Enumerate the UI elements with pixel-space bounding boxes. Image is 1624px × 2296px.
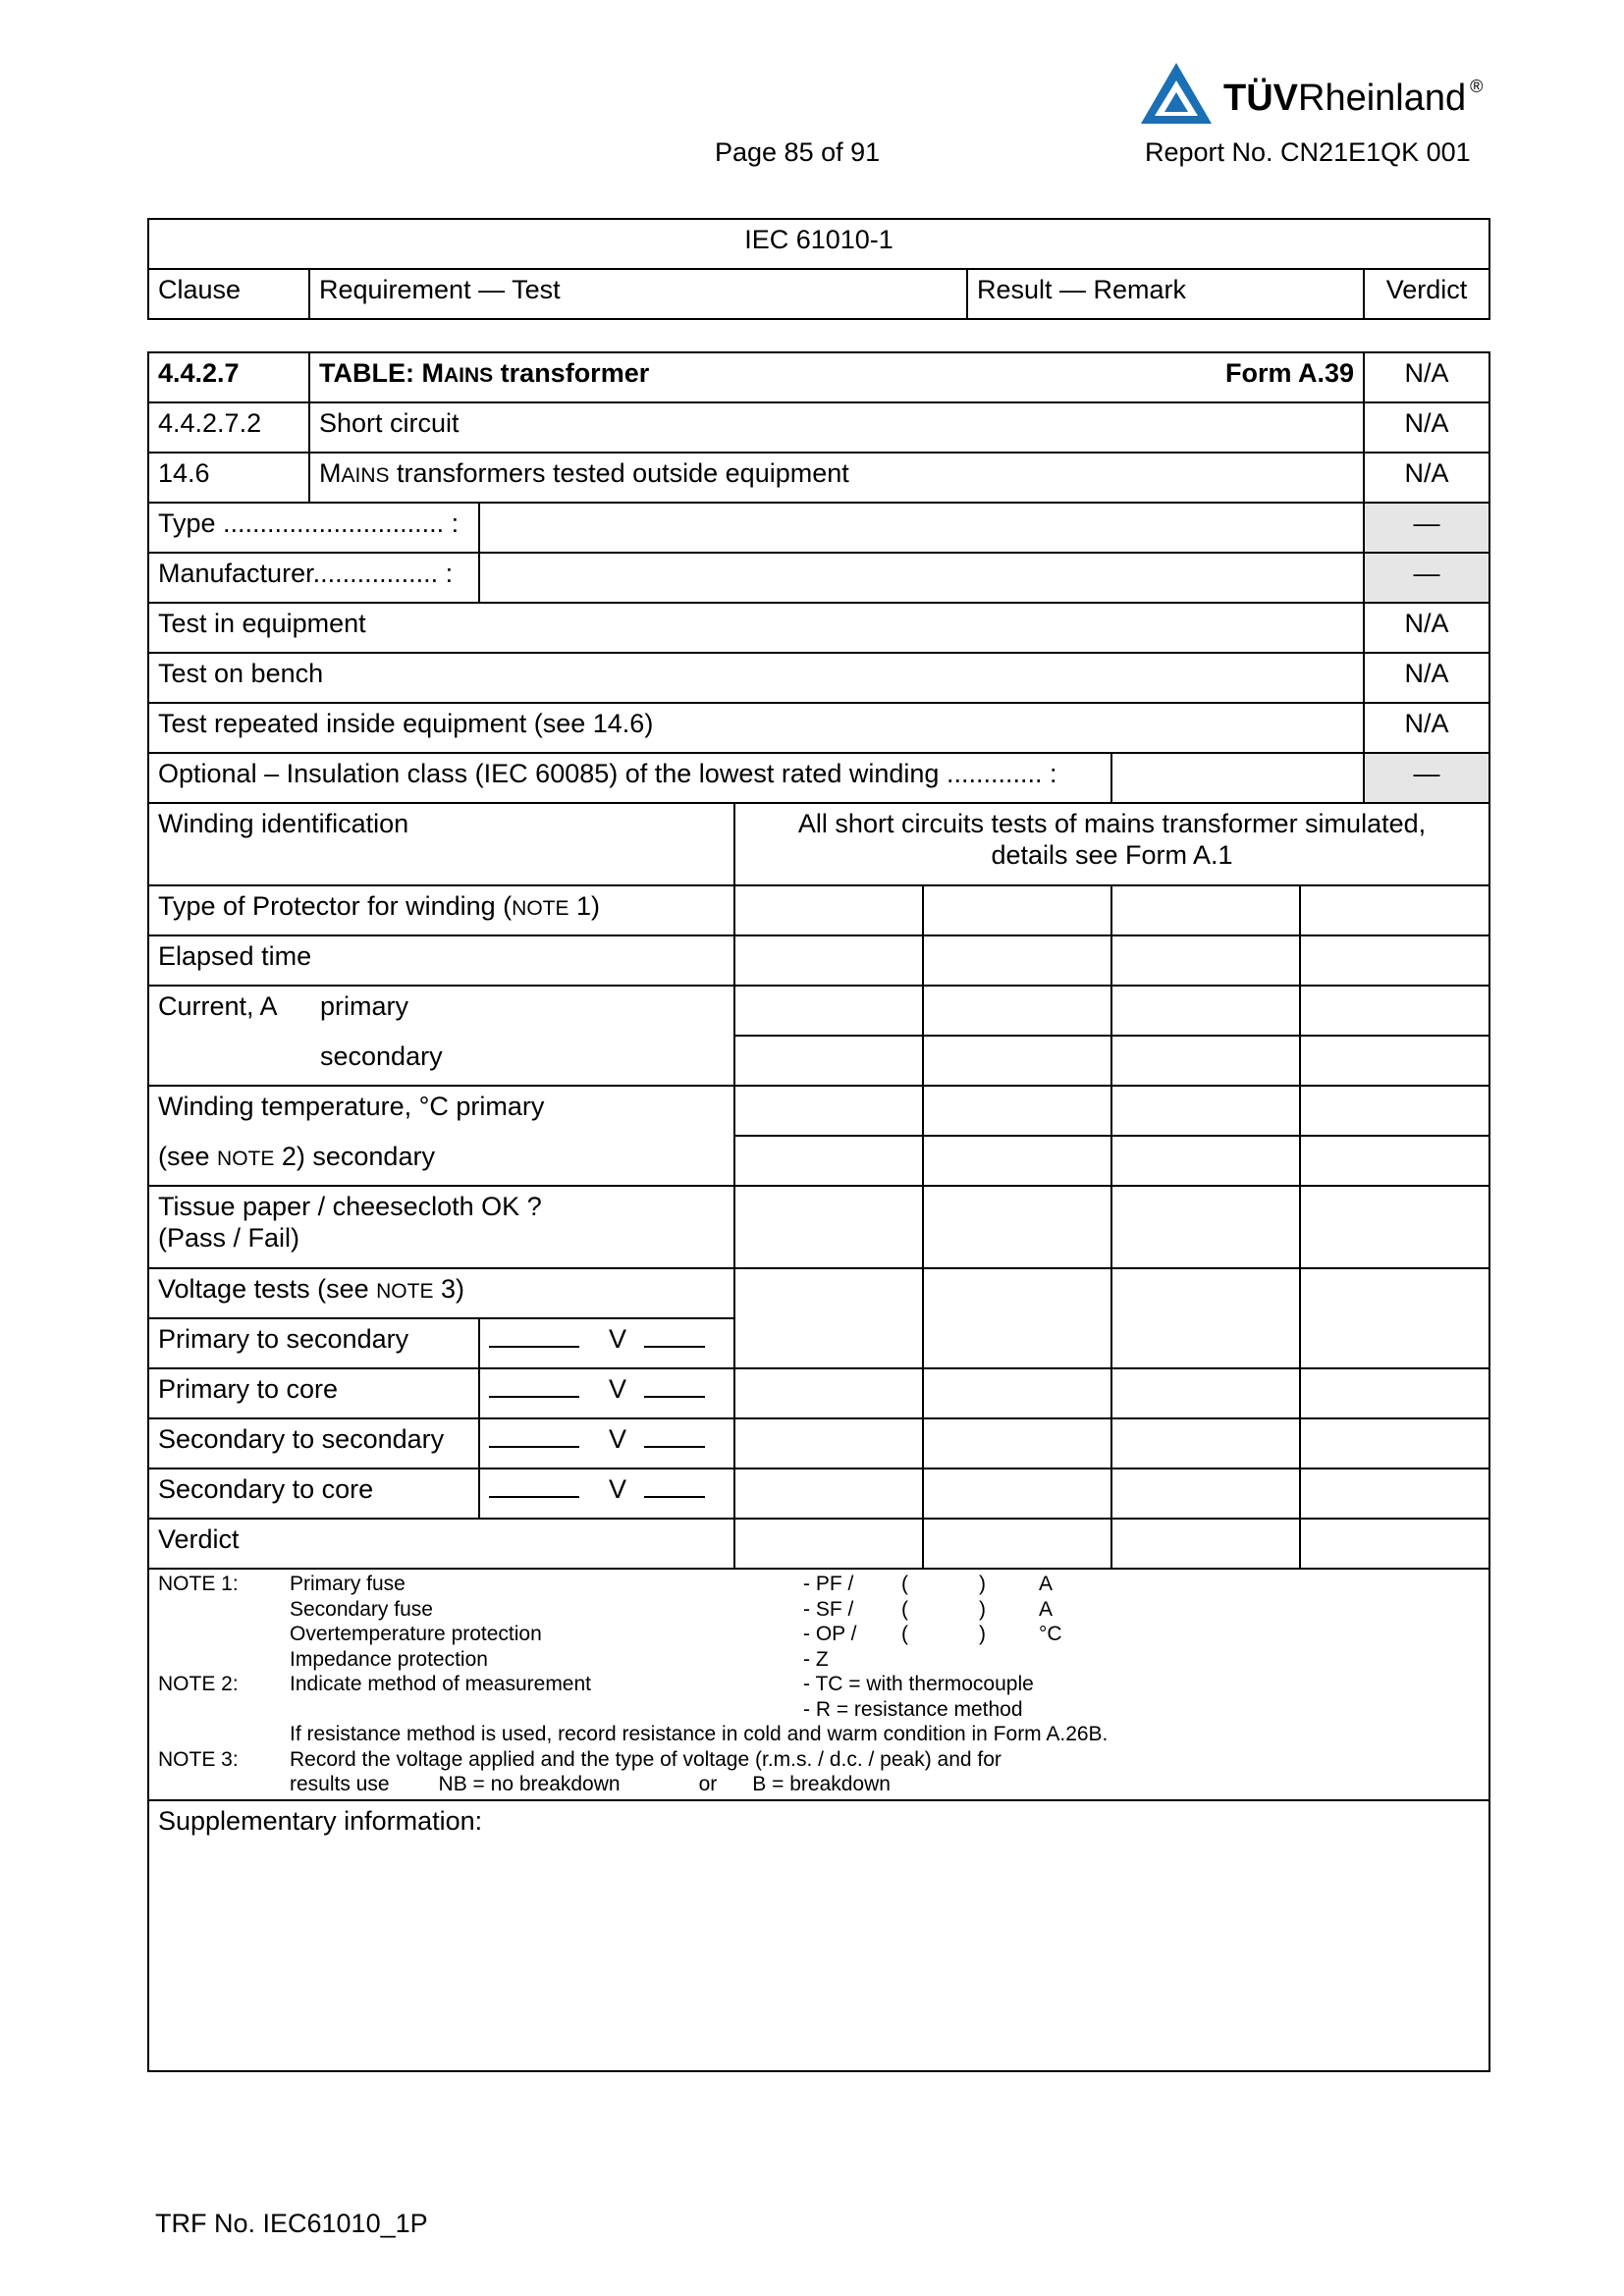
test-in-equipment-verdict: N/A (1364, 603, 1489, 653)
standard-title: IEC 61010-1 (148, 219, 1489, 269)
voltage-cell[interactable] (1111, 1268, 1300, 1368)
voltage-cell[interactable] (734, 1368, 923, 1418)
elapsed-cell[interactable] (1111, 935, 1300, 986)
test-in-equipment: Test in equipment (148, 603, 1364, 653)
verdict-cell[interactable] (1300, 1519, 1489, 1569)
row-text: Short circuit (309, 402, 1364, 453)
voltage-test-label: Primary to core (148, 1368, 479, 1418)
voltage-cell[interactable] (1111, 1468, 1300, 1519)
insulation-class-verdict: — (1364, 753, 1489, 803)
voltage-cell[interactable] (1111, 1368, 1300, 1418)
temperature-primary-cell[interactable] (734, 1086, 923, 1136)
verdict-label: Verdict (148, 1519, 734, 1569)
protector-cell[interactable] (1111, 885, 1300, 935)
tissue-paper-cell[interactable] (1300, 1186, 1489, 1268)
insulation-class-label: Optional – Insulation class (IEC 60085) of the lowest rated winding ............. : (148, 753, 1111, 803)
col-verdict: Verdict (1364, 269, 1489, 319)
elapsed-cell[interactable] (1300, 935, 1489, 986)
row-clause: 14.6 (148, 453, 309, 503)
temperature-primary-cell[interactable] (1111, 1086, 1300, 1136)
table-row (148, 453, 1489, 503)
voltage-test-value[interactable]: V (479, 1368, 734, 1418)
voltage-test-value[interactable]: V (479, 1318, 734, 1368)
notes-block: NOTE 1: Primary fuse - PF / ( ) A Secondary fuse - SF / ( ) A Overtemperature protection - OP / ( ) °C Impedance protection - Z NOTE 2: Indicate method of measurement - TC = with thermocouple - R = resistance method If resistance method is used, record resistance in cold and warm condition in Form A.26B. NOTE 3: Record the voltage applied and the type of voltage (r.m.s. / d.c. / peak) and for results use NB = no breakdown or B = breakdown (148, 1569, 1489, 1800)
tissue-paper-cell[interactable] (1111, 1186, 1300, 1268)
voltage-tests-label: Voltage tests (see NOTE 3) (148, 1268, 734, 1318)
brand-name: TÜVRheinland ® (1223, 77, 1484, 119)
table-title-cell (309, 352, 1364, 402)
test-repeated-verdict: N/A (1364, 703, 1489, 753)
triangle-logo-icon (1137, 59, 1216, 128)
current-secondary-cell[interactable] (734, 1036, 923, 1086)
winding-identification-label: Winding identification (148, 803, 734, 885)
table-verdict: N/A (1364, 352, 1489, 402)
temperature-secondary-cell[interactable] (734, 1136, 923, 1186)
voltage-cell[interactable] (923, 1368, 1111, 1418)
temperature-secondary-cell[interactable] (1111, 1136, 1300, 1186)
voltage-cell[interactable] (734, 1418, 923, 1468)
voltage-cell[interactable] (923, 1418, 1111, 1468)
protector-cell[interactable] (923, 885, 1111, 935)
temperature-secondary-cell[interactable] (923, 1136, 1111, 1186)
protector-type-label: Type of Protector for winding (NOTE 1) (148, 885, 734, 935)
voltage-test-value[interactable]: V (479, 1418, 734, 1468)
winding-temperature-label: Winding temperature, °C primary (see NOTE 2) secondary (148, 1086, 734, 1186)
elapsed-time-label: Elapsed time (148, 935, 734, 986)
protector-cell[interactable] (1300, 885, 1489, 935)
elapsed-cell[interactable] (734, 935, 923, 986)
elapsed-cell[interactable] (923, 935, 1111, 986)
footer-trf-number: TRF No. IEC61010_1P (155, 2209, 428, 2238)
manufacturer-value[interactable] (479, 553, 1364, 603)
voltage-cell[interactable] (923, 1268, 1111, 1368)
head-table (147, 218, 1490, 320)
row-verdict: N/A (1364, 453, 1489, 503)
col-clause: Clause (148, 269, 309, 319)
voltage-cell[interactable] (1300, 1418, 1489, 1468)
row-clause: 4.4.2.7.2 (148, 402, 309, 453)
voltage-cell[interactable] (734, 1268, 923, 1368)
row-verdict: N/A (1364, 402, 1489, 453)
row-text: MAINS transformers tested outside equipment (309, 453, 1364, 503)
manufacturer-verdict: — (1364, 553, 1489, 603)
type-value[interactable] (479, 503, 1364, 553)
tissue-paper-cell[interactable] (923, 1186, 1111, 1268)
manufacturer-label: Manufacturer................. : (148, 553, 479, 603)
supplementary-information[interactable]: Supplementary information: (148, 1800, 1489, 2071)
voltage-cell[interactable] (1300, 1368, 1489, 1418)
voltage-cell[interactable] (1300, 1268, 1489, 1368)
voltage-test-label: Secondary to secondary (148, 1418, 479, 1468)
current-secondary-cell[interactable] (1111, 1036, 1300, 1086)
current-primary-cell[interactable] (734, 986, 923, 1036)
current-secondary-cell[interactable] (1300, 1036, 1489, 1086)
form-table (147, 351, 1490, 2072)
insulation-class-value[interactable] (1111, 753, 1364, 803)
temperature-secondary-cell[interactable] (1300, 1136, 1489, 1186)
tissue-paper-label: Tissue paper / cheesecloth OK ? (Pass / Fail) (148, 1186, 734, 1268)
report-number: Report No. CN21E1QK 001 (1145, 137, 1471, 167)
form-number: Form A.39 (1225, 358, 1355, 388)
current-primary-cell[interactable] (923, 986, 1111, 1036)
voltage-test-label: Secondary to core (148, 1468, 479, 1519)
current-primary-cell[interactable] (1300, 986, 1489, 1036)
tuv-logo (1137, 59, 1490, 128)
temperature-primary-cell[interactable] (923, 1086, 1111, 1136)
voltage-cell[interactable] (734, 1468, 923, 1519)
test-on-bench-verdict: N/A (1364, 653, 1489, 703)
tissue-paper-cell[interactable] (734, 1186, 923, 1268)
winding-identification-value: All short circuits tests of mains transformer simulated, details see Form A.1 (734, 803, 1489, 885)
type-label: Type .............................. : (148, 503, 479, 553)
test-repeated: Test repeated inside equipment (see 14.6) (148, 703, 1364, 753)
verdict-cell[interactable] (734, 1519, 923, 1569)
voltage-cell[interactable] (1111, 1418, 1300, 1468)
table-title: TABLE: MAINS transformer (319, 358, 650, 388)
current-secondary-cell[interactable] (923, 1036, 1111, 1086)
protector-cell[interactable] (734, 885, 923, 935)
voltage-test-label: Primary to secondary (148, 1318, 479, 1368)
type-verdict: — (1364, 503, 1489, 553)
test-on-bench: Test on bench (148, 653, 1364, 703)
col-requirement: Requirement — Test (309, 269, 967, 319)
col-result: Result — Remark (967, 269, 1364, 319)
temperature-primary-cell[interactable] (1300, 1086, 1489, 1136)
table-clause: 4.4.2.7 (148, 352, 309, 402)
table-row (148, 402, 1489, 453)
voltage-cell[interactable] (923, 1468, 1111, 1519)
verdict-cell[interactable] (1111, 1519, 1300, 1569)
page-number: Page 85 of 91 (715, 137, 881, 167)
verdict-cell[interactable] (923, 1519, 1111, 1569)
voltage-test-value[interactable]: V (479, 1468, 734, 1519)
current-primary-cell[interactable] (1111, 986, 1300, 1036)
voltage-cell[interactable] (1300, 1468, 1489, 1519)
current-label: Current, A primary secondary (148, 986, 734, 1086)
